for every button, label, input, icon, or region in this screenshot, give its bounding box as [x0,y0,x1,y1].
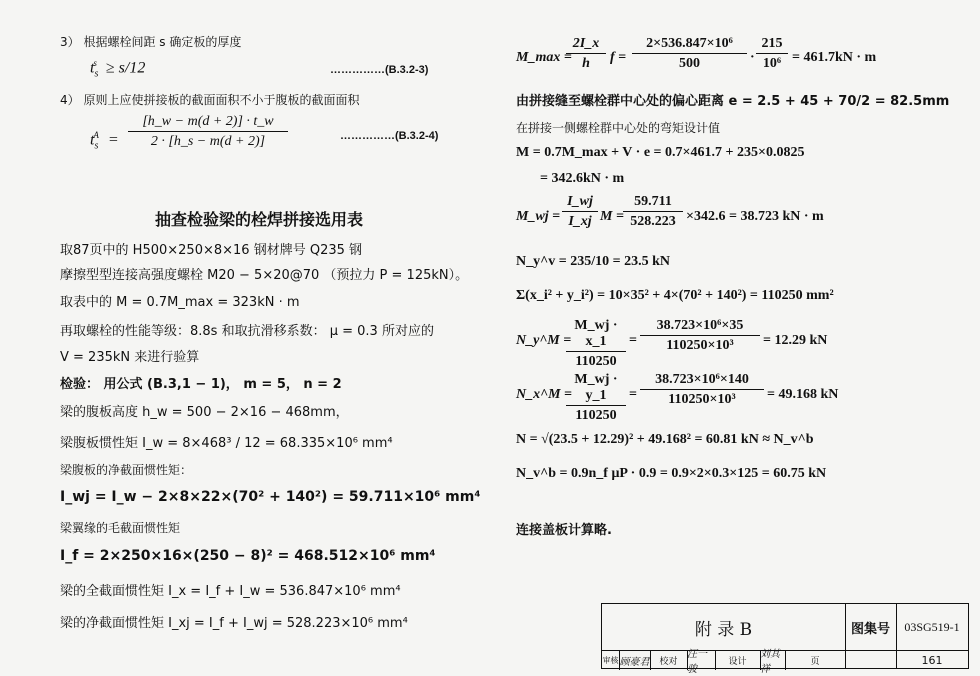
equation-b324-fraction [128,114,288,150]
left-line-12: I_f = 2×250×16×(250 − 8)² = 468.512×10⁶ mm⁴ [60,548,436,564]
eccentricity-line: 由拼接缝至螺栓群中心处的偏心距离 e = 2.5 + 45 + 70/2 = 82.5mm [516,94,950,109]
equation-b323-rhs: ≥ s/12 [101,59,146,77]
nym-frac-2 [640,318,760,354]
left-line-8: 梁腹板惯性矩 I_w = 8×468³ / 12 = 68.335×10⁶ mm⁴ [60,436,393,451]
equation-b323-ref: ……………(B.3.2-3) [330,64,429,76]
nym-frac-1 [566,318,626,370]
mwj-result: ×342.6 = 38.723 kN · m [686,209,824,224]
item-3-text: 3） 根据螺栓间距 s 确定板的厚度 [60,35,242,49]
equation-b324-denominator: 2 · [h_s − m(d + 2)] [150,134,266,149]
mmax-frac-3-den: 10⁶ [762,56,782,71]
left-line-13: 梁的全截面惯性矩 I_x = I_f + I_w = 536.847×10⁶ mm⁴ [60,584,401,599]
equation-b324-numerator: [h_w − m(d + 2)] · t_w [128,114,288,132]
section-title: 抽查检验梁的栓焊拼接选用表 [155,210,364,229]
nym-result: = 12.29 kN [763,333,828,348]
mmax-dot: · [750,50,755,65]
page-label: 页 [810,656,820,667]
mmax-result: = 461.7kN · m [792,50,877,65]
mwj-mid: M = [600,209,624,224]
check-label: 校对 [659,656,678,667]
nxm-frac-2 [640,372,764,408]
checker-signature: 汪一骏 [687,649,707,675]
mmax-frac-1-den: h [582,56,590,71]
page-number: 161 [921,653,943,667]
nym-frac-1-num: M_wj · x_1 [566,318,626,352]
mwj-frac-2-num: 59.711 [623,194,683,212]
nym-lhs: N_y^M = [516,333,572,348]
title-block-title: 附 录 B [694,619,753,640]
mwj-frac-2-den: 528.223 [630,214,676,229]
left-line-6: 检验： 用公式 (B.3,1 − 1)， m = 5， n = 2 [60,377,342,392]
reviewer-signature: 顾豪君 [619,656,650,668]
n-line: N = √(23.5 + 12.29)² + 49.168² = 60.81 kN ≈ N_v^b [516,432,814,447]
review-label: 审核 [602,655,619,665]
mmax-frac-1-num: 2I_x [566,36,606,54]
equation-b323-lhs: t [90,59,95,77]
nxm-frac-2-num: 38.723×10⁶×140 [640,372,764,390]
nxm-frac-1-num: M_wj · y_1 [566,372,626,406]
title-block [601,603,969,675]
nxm-frac-1-den: 110250 [575,408,617,423]
left-line-9: 梁腹板的净截面惯性矩： [60,463,193,477]
mmax-frac-2-den: 500 [679,56,700,71]
left-line-7: 梁的腹板高度 h_w = 500 − 2×16 − 468mm， [60,405,349,420]
sum-line: Σ(x_i² + y_i²) = 10×35² + 4×(70² + 140²) = 110250 mm² [516,288,834,303]
equation-b324-ref: ……………(B.3.2-4) [340,130,439,142]
designer-signature: 刘其祥 [760,649,780,675]
nym-equals: = [629,333,637,348]
left-line-1: 取87页中的 H500×250×8×16 钢材牌号 Q235 钢 [60,243,363,258]
moment-title: 在拼接一侧螺栓群中心处的弯矩设计值 [516,121,721,135]
mwj-frac-2 [623,194,683,230]
nxm-result: = 49.168 kN [767,387,839,402]
left-line-14: 梁的净截面惯性矩 I_xj = I_f + I_wj = 528.223×10⁶ mm⁴ [60,616,408,631]
left-line-11: 梁翼缘的毛截面惯性矩 [60,521,181,535]
mmax-frac-3 [756,36,788,72]
equation-b323: $t_s^s \ge s/12$ [90,58,146,80]
nyv-line: N_y^v = 235/10 = 23.5 kN [516,254,670,269]
left-line-10: I_wj = I_w − 2×8×22×(70² + 140²) = 59.711×10⁶ mm⁴ [60,489,481,505]
atlas-label: 图集号 [850,621,890,637]
nvb-line: N_v^b = 0.9n_f μP · 0.9 = 0.9×2×0.3×125 = 60.75 kN [516,466,827,481]
item-4-text: 4） 原则上应使拼接板的截面面积不小于腹板的截面面积 [60,93,360,107]
moment-line-1: M = 0.7M_max + V · e = 0.7×461.7 + 235×0.0825 [516,145,805,160]
nxm-lhs: N_x^M = [516,387,573,402]
mwj-frac-1 [562,194,598,230]
cover-note: 连接盖板计算略. [516,523,612,538]
nym-frac-1-den: 110250 [575,354,617,369]
design-label: 设计 [728,656,747,667]
nxm-frac-2-den: 110250×10³ [668,392,736,407]
equation-b324-lhs: $t_s^A$ = [90,130,119,152]
mmax-frac-2-num: 2×536.847×10⁶ [632,36,747,54]
mmax-frac-3-num: 215 [756,36,788,54]
nym-frac-2-num: 38.723×10⁶×35 [640,318,760,336]
nym-frac-2-den: 110250×10³ [666,338,734,353]
mmax-mid: f = [610,50,627,65]
left-line-4: 再取螺栓的性能等级：8.8s 和取抗滑移系数： μ = 0.3 所对应的 [60,324,434,339]
moment-line-2: = 342.6kN · m [540,171,625,186]
mwj-lhs: M_wj = [516,209,561,224]
atlas-number: 03SG519-1 [904,619,960,634]
mmax-frac-2 [632,36,747,72]
left-line-2: 摩擦型型连接高强度螺栓 M20 − 5×20@70 （预拉力 P = 125kN）。 [60,268,469,283]
left-line-3: 取表中的 M = 0.7M_max = 323kN · m [60,295,300,310]
mwj-frac-1-den: I_xj [568,214,592,229]
nxm-frac-1 [566,372,626,424]
nxm-equals: = [629,387,637,402]
mmax-lhs: M_max = [516,50,572,65]
mmax-frac-1 [566,36,606,72]
left-line-5: V = 235kN 来进行验算 [60,350,200,365]
mwj-frac-1-num: I_wj [562,194,598,212]
